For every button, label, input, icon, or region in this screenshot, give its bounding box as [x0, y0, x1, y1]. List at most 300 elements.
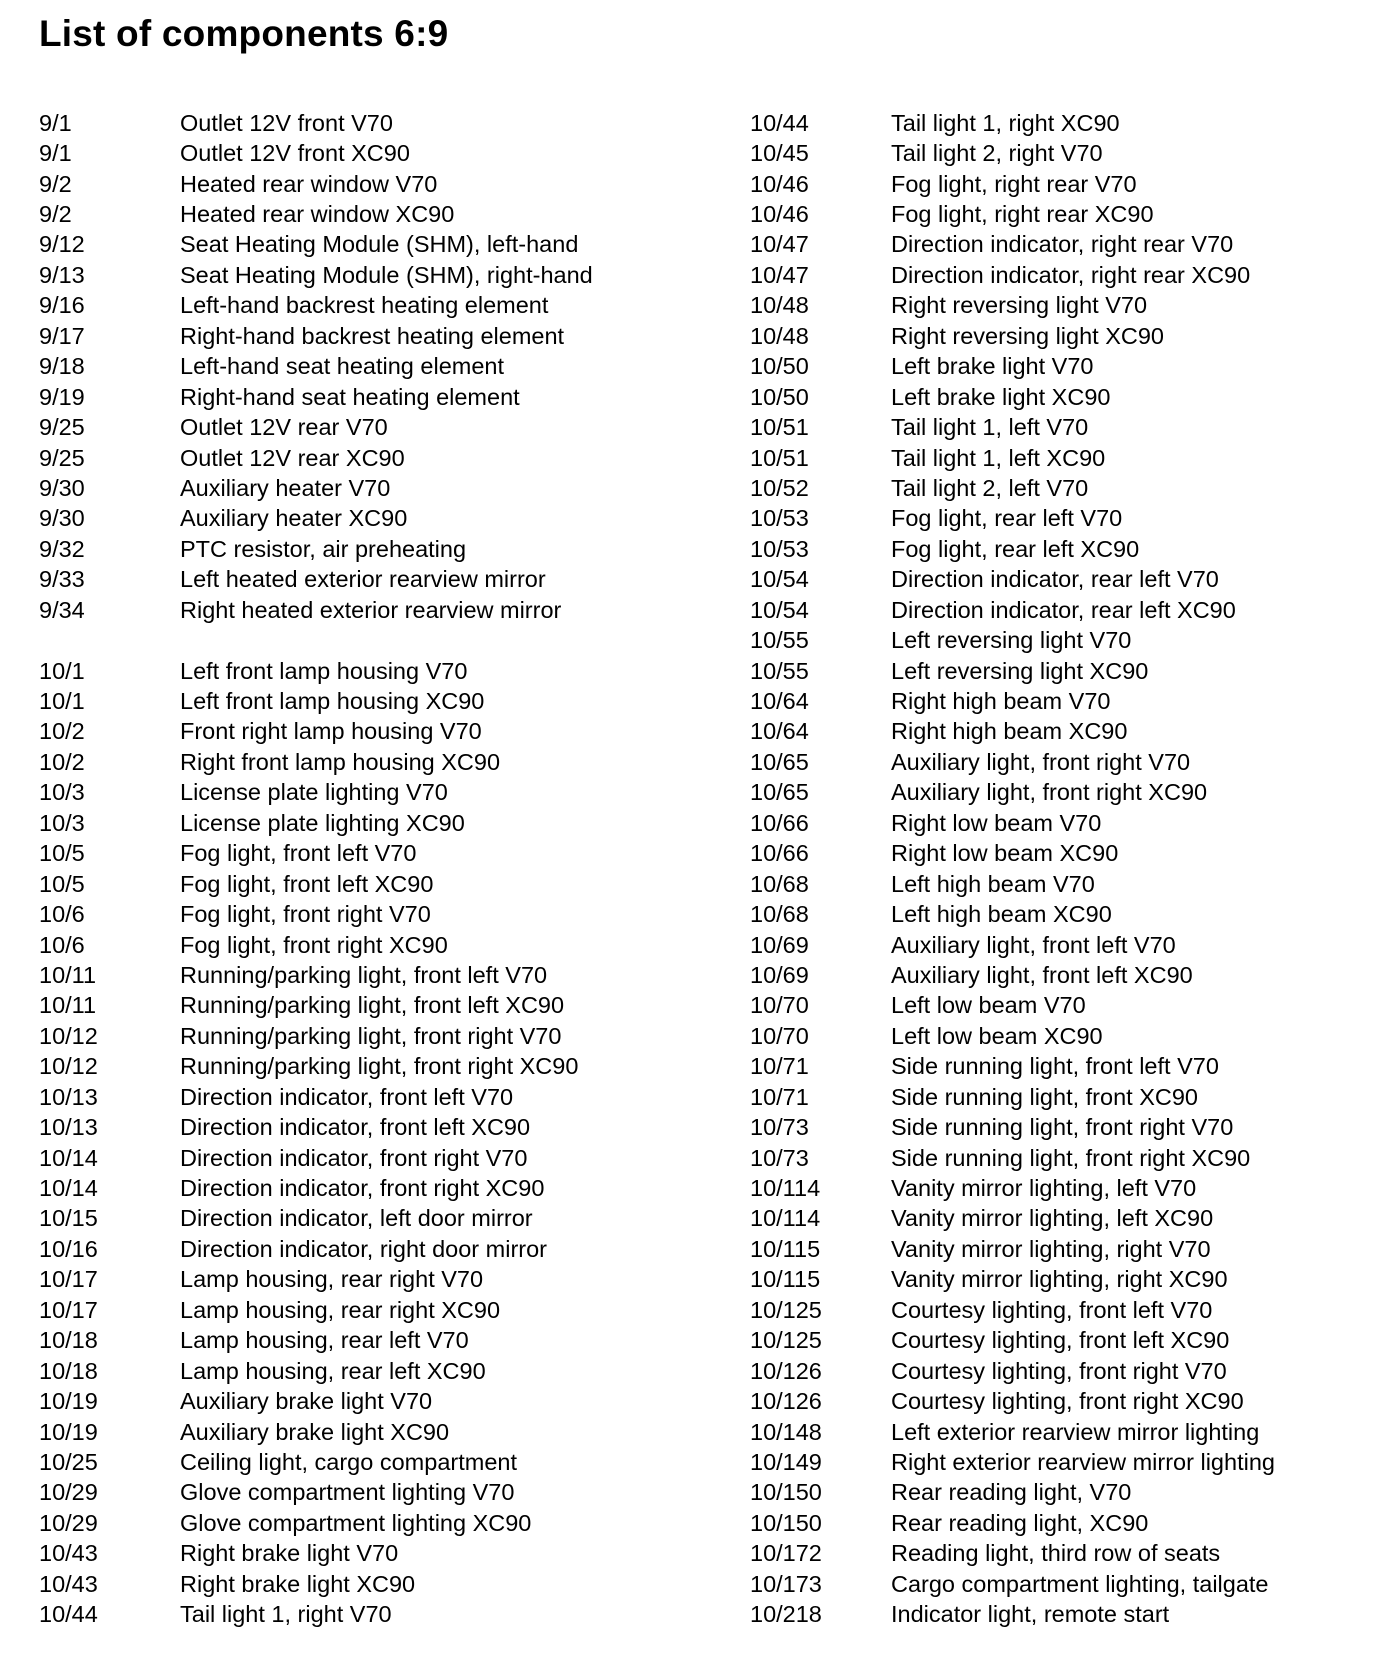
component-description: Glove compartment lighting V70	[180, 1479, 515, 1506]
component-row	[39, 1265, 689, 1295]
component-description: Right reversing light XC90	[891, 322, 1164, 349]
component-description: Tail light 1, left XC90	[891, 444, 1106, 471]
component-description: Courtesy lighting, front left V70	[891, 1296, 1213, 1323]
component-code: 10/6	[39, 931, 85, 958]
component-code: 9/33	[39, 566, 85, 593]
component-code: 10/47	[750, 231, 809, 258]
component-row	[750, 747, 1350, 777]
component-row	[750, 899, 1350, 929]
component-row	[39, 1021, 689, 1051]
component-row	[750, 656, 1350, 686]
component-row	[39, 1204, 689, 1234]
component-description: Left high beam XC90	[891, 901, 1112, 928]
component-description: Auxiliary light, front right V70	[891, 748, 1191, 775]
component-description: Right front lamp housing XC90	[180, 748, 501, 775]
component-row	[39, 869, 689, 899]
component-code: 10/68	[750, 901, 809, 928]
component-description: Left front lamp housing V70	[180, 657, 468, 684]
component-description: Lamp housing, rear left V70	[180, 1327, 469, 1354]
component-code: 10/149	[750, 1448, 822, 1475]
component-description: Outlet 12V front V70	[180, 109, 393, 136]
component-description: Direction indicator, front left XC90	[180, 1114, 531, 1141]
component-description: Fog light, rear left V70	[891, 505, 1123, 532]
component-description: Left low beam V70	[891, 992, 1086, 1019]
component-row	[39, 169, 689, 199]
component-description: Direction indicator, left door mirror	[180, 1205, 533, 1232]
component-description: Fog light, right rear V70	[891, 170, 1137, 197]
component-code: 10/46	[750, 201, 809, 228]
component-code: 10/54	[750, 566, 809, 593]
component-code: 10/48	[750, 322, 809, 349]
component-code: 9/16	[39, 292, 85, 319]
component-description: Left heated exterior rearview mirror	[180, 566, 546, 593]
component-row	[39, 991, 689, 1021]
component-row	[39, 1356, 689, 1386]
component-description: Ceiling light, cargo compartment	[180, 1448, 517, 1475]
component-code: 9/12	[39, 231, 85, 258]
component-row	[39, 1386, 689, 1416]
component-code: 10/1	[39, 657, 85, 684]
component-row	[750, 1204, 1350, 1234]
component-code: 10/5	[39, 840, 85, 867]
component-code: 10/172	[750, 1540, 822, 1567]
component-row	[39, 291, 689, 321]
component-code: 10/218	[750, 1601, 822, 1628]
component-description: Glove compartment lighting XC90	[180, 1509, 532, 1536]
component-description: Right low beam XC90	[891, 840, 1119, 867]
component-row	[750, 412, 1350, 442]
component-code: 10/3	[39, 809, 85, 836]
component-row	[750, 199, 1350, 229]
component-code: 10/65	[750, 779, 809, 806]
component-row	[750, 1021, 1350, 1051]
component-description: Left-hand backrest heating element	[180, 292, 549, 319]
component-description: Outlet 12V front XC90	[180, 140, 410, 167]
component-row	[39, 1234, 689, 1264]
component-description: Left high beam V70	[891, 870, 1095, 897]
component-code: 10/19	[39, 1418, 98, 1445]
component-row	[750, 1173, 1350, 1203]
component-description: Right-hand seat heating element	[180, 383, 520, 410]
component-row	[39, 808, 689, 838]
component-row	[750, 991, 1350, 1021]
component-code: 10/55	[750, 627, 809, 654]
component-code: 10/53	[750, 505, 809, 532]
component-row	[39, 321, 689, 351]
component-description: Seat Heating Module (SHM), left-hand	[180, 231, 579, 258]
component-code: 9/17	[39, 322, 85, 349]
component-code: 10/47	[750, 261, 809, 288]
component-code: 10/48	[750, 292, 809, 319]
component-row	[39, 1417, 689, 1447]
component-row	[39, 625, 689, 655]
component-code: 10/3	[39, 779, 85, 806]
component-code: 10/64	[750, 688, 809, 715]
component-row	[750, 1386, 1350, 1416]
component-description: Tail light 1, right XC90	[891, 109, 1120, 136]
component-description: Right high beam XC90	[891, 718, 1128, 745]
component-code: 10/64	[750, 718, 809, 745]
component-row	[750, 625, 1350, 655]
component-row	[750, 869, 1350, 899]
component-row	[39, 565, 689, 595]
component-row	[750, 1569, 1350, 1599]
component-row	[750, 1539, 1350, 1569]
component-row	[39, 839, 689, 869]
component-row	[39, 1326, 689, 1356]
component-code: 10/73	[750, 1144, 809, 1171]
component-code: 10/69	[750, 961, 809, 988]
component-code: 10/173	[750, 1570, 822, 1597]
component-list-right	[750, 108, 1350, 1630]
component-description: Courtesy lighting, front right V70	[891, 1357, 1227, 1384]
component-code: 9/32	[39, 535, 85, 562]
component-code: 10/66	[750, 840, 809, 867]
component-description: Side running light, front right XC90	[891, 1144, 1251, 1171]
component-code: 10/54	[750, 596, 809, 623]
component-description: Front right lamp housing V70	[180, 718, 482, 745]
component-row	[750, 1478, 1350, 1508]
component-row	[750, 473, 1350, 503]
component-row	[750, 1417, 1350, 1447]
component-row	[750, 960, 1350, 990]
component-row	[750, 1326, 1350, 1356]
component-description: Lamp housing, rear left XC90	[180, 1357, 486, 1384]
component-code: 10/115	[750, 1266, 821, 1293]
component-code: 10/126	[750, 1357, 822, 1384]
component-code: 10/69	[750, 931, 809, 958]
component-description: Seat Heating Module (SHM), right-hand	[180, 261, 593, 288]
component-code: 10/17	[39, 1266, 98, 1293]
component-row	[39, 473, 689, 503]
component-code: 10/53	[750, 535, 809, 562]
component-row	[39, 352, 689, 382]
component-code: 10/50	[750, 353, 809, 380]
component-description: Running/parking light, front left V70	[180, 961, 548, 988]
component-row	[750, 595, 1350, 625]
component-row	[39, 595, 689, 625]
component-row	[39, 108, 689, 138]
component-description: Vanity mirror lighting, right XC90	[891, 1266, 1228, 1293]
component-code: 10/12	[39, 1053, 98, 1080]
component-description: Right reversing light V70	[891, 292, 1148, 319]
component-description: Reading light, third row of seats	[891, 1540, 1221, 1567]
component-row	[39, 443, 689, 473]
component-row	[750, 930, 1350, 960]
component-description: Auxiliary light, front left V70	[891, 931, 1176, 958]
component-code: 10/51	[750, 414, 809, 441]
component-code: 10/115	[750, 1235, 821, 1262]
component-code: 9/30	[39, 505, 85, 532]
component-description: Fog light, front right V70	[180, 901, 431, 928]
component-description: Side running light, front XC90	[891, 1083, 1198, 1110]
component-code: 10/11	[39, 961, 97, 988]
component-row	[39, 1539, 689, 1569]
component-description: Tail light 1, right V70	[180, 1601, 392, 1628]
component-description: Cargo compartment lighting, tailgate	[891, 1570, 1269, 1597]
component-code: 10/150	[750, 1479, 822, 1506]
component-row	[750, 352, 1350, 382]
component-description: Heated rear window XC90	[180, 201, 455, 228]
component-row	[39, 717, 689, 747]
component-description: Tail light 2, left V70	[891, 474, 1089, 501]
component-description: Running/parking light, front right XC90	[180, 1053, 579, 1080]
component-code: 10/18	[39, 1357, 98, 1384]
component-row	[750, 778, 1350, 808]
component-description: Vanity mirror lighting, left V70	[891, 1175, 1197, 1202]
component-code: 10/70	[750, 992, 809, 1019]
component-description: Direction indicator, front right XC90	[180, 1175, 545, 1202]
component-code: 9/18	[39, 353, 85, 380]
component-row	[39, 230, 689, 260]
component-description: PTC resistor, air preheating	[180, 535, 467, 562]
component-code: 10/43	[39, 1570, 98, 1597]
component-description: Running/parking light, front left XC90	[180, 992, 565, 1019]
component-description: Lamp housing, rear right XC90	[180, 1296, 501, 1323]
component-row	[750, 1112, 1350, 1142]
component-code: 9/2	[39, 201, 72, 228]
component-description: Fog light, front right XC90	[180, 931, 448, 958]
component-row	[39, 1447, 689, 1477]
component-description: Right brake light XC90	[180, 1570, 416, 1597]
component-row	[39, 1143, 689, 1173]
component-description: Direction indicator, right rear V70	[891, 231, 1234, 258]
component-code: 10/44	[750, 109, 809, 136]
component-row	[750, 534, 1350, 564]
component-row	[39, 1112, 689, 1142]
component-description: Left reversing light V70	[891, 627, 1132, 654]
component-row	[39, 778, 689, 808]
component-description: Indicator light, remote start	[891, 1601, 1170, 1628]
component-code: 10/71	[750, 1083, 809, 1110]
component-code: 10/13	[39, 1083, 98, 1110]
component-row	[39, 686, 689, 716]
component-code: 10/14	[39, 1175, 98, 1202]
component-code: 9/2	[39, 170, 72, 197]
component-row	[39, 1508, 689, 1538]
component-row	[39, 260, 689, 290]
component-code: 10/51	[750, 444, 809, 471]
component-code: 9/25	[39, 444, 85, 471]
component-row	[39, 656, 689, 686]
component-code: 10/13	[39, 1114, 98, 1141]
component-row	[750, 1052, 1350, 1082]
component-code: 10/52	[750, 474, 809, 501]
component-description: Auxiliary brake light V70	[180, 1388, 433, 1415]
component-code: 10/2	[39, 748, 85, 775]
component-description: Right brake light V70	[180, 1540, 399, 1567]
component-row	[39, 1082, 689, 1112]
component-description: Right high beam V70	[891, 688, 1111, 715]
component-code: 10/18	[39, 1327, 98, 1354]
component-code: 10/44	[39, 1601, 98, 1628]
component-code: 10/55	[750, 657, 809, 684]
component-description: Vanity mirror lighting, right V70	[891, 1235, 1211, 1262]
component-row	[750, 230, 1350, 260]
component-code: 10/46	[750, 170, 809, 197]
component-description: Fog light, right rear XC90	[891, 201, 1154, 228]
component-description: Fog light, front left V70	[180, 840, 417, 867]
component-description: Heated rear window V70	[180, 170, 438, 197]
component-code: 10/12	[39, 1022, 98, 1049]
component-description: Auxiliary light, front right XC90	[891, 779, 1208, 806]
component-row	[39, 1569, 689, 1599]
component-description: Tail light 2, right V70	[891, 140, 1103, 167]
component-row	[750, 138, 1350, 168]
component-description: Left brake light V70	[891, 353, 1094, 380]
component-description: Direction indicator, front right V70	[180, 1144, 528, 1171]
component-description: Rear reading light, XC90	[891, 1509, 1149, 1536]
component-code: 10/68	[750, 870, 809, 897]
component-row	[39, 199, 689, 229]
page-title: List of components 6:9	[39, 13, 449, 54]
component-code: 10/65	[750, 748, 809, 775]
component-row	[750, 169, 1350, 199]
component-code: 10/71	[750, 1053, 809, 1080]
component-row	[39, 1052, 689, 1082]
component-description: Direction indicator, rear left XC90	[891, 596, 1236, 623]
component-description: Outlet 12V rear XC90	[180, 444, 405, 471]
component-description: Direction indicator, rear left V70	[891, 566, 1219, 593]
component-code: 10/15	[39, 1205, 98, 1232]
component-row	[39, 382, 689, 412]
component-row	[750, 260, 1350, 290]
component-row	[750, 1082, 1350, 1112]
component-description: Left brake light XC90	[891, 383, 1111, 410]
component-row	[750, 1508, 1350, 1538]
component-row	[750, 321, 1350, 351]
component-row	[750, 291, 1350, 321]
component-code: 9/13	[39, 261, 85, 288]
component-description: Right-hand backrest heating element	[180, 322, 565, 349]
component-code: 10/126	[750, 1388, 822, 1415]
component-code: 10/11	[39, 992, 97, 1019]
component-description: Courtesy lighting, front right XC90	[891, 1388, 1244, 1415]
component-row	[750, 108, 1350, 138]
component-row	[750, 1295, 1350, 1325]
component-code: 9/25	[39, 414, 85, 441]
component-code: 10/29	[39, 1509, 98, 1536]
component-row	[39, 412, 689, 442]
component-row	[39, 138, 689, 168]
component-code: 10/19	[39, 1388, 98, 1415]
component-description: Fog light, rear left XC90	[891, 535, 1140, 562]
component-row	[39, 1478, 689, 1508]
component-description: Auxiliary heater V70	[180, 474, 391, 501]
component-description: Direction indicator, right rear XC90	[891, 261, 1251, 288]
component-code: 9/1	[39, 109, 72, 136]
component-code: 10/66	[750, 809, 809, 836]
component-code: 10/29	[39, 1479, 98, 1506]
component-description: Auxiliary light, front left XC90	[891, 961, 1193, 988]
component-description: Running/parking light, front right V70	[180, 1022, 562, 1049]
component-description: Outlet 12V rear V70	[180, 414, 388, 441]
component-code: 10/70	[750, 1022, 809, 1049]
component-code: 10/45	[750, 140, 809, 167]
component-row	[750, 1599, 1350, 1629]
component-row	[750, 382, 1350, 412]
component-code: 9/19	[39, 383, 85, 410]
component-row	[39, 1295, 689, 1325]
component-code: 10/25	[39, 1448, 98, 1475]
component-code: 10/17	[39, 1296, 98, 1323]
component-row	[750, 686, 1350, 716]
component-code: 10/43	[39, 1540, 98, 1567]
component-row	[750, 1143, 1350, 1173]
component-code: 10/125	[750, 1296, 822, 1323]
component-row	[750, 1234, 1350, 1264]
component-code: 9/1	[39, 140, 72, 167]
component-row	[750, 717, 1350, 747]
component-description: Rear reading light, V70	[891, 1479, 1132, 1506]
component-description: Auxiliary heater XC90	[180, 505, 408, 532]
component-code: 9/30	[39, 474, 85, 501]
component-code: 10/150	[750, 1509, 822, 1536]
component-description: Right heated exterior rearview mirror	[180, 596, 562, 623]
component-code: 10/50	[750, 383, 809, 410]
component-row	[750, 1356, 1350, 1386]
component-description: License plate lighting XC90	[180, 809, 465, 836]
component-description: License plate lighting V70	[180, 779, 448, 806]
component-description: Courtesy lighting, front left XC90	[891, 1327, 1230, 1354]
component-list-left	[39, 108, 689, 1630]
component-code: 10/14	[39, 1144, 98, 1171]
component-description: Side running light, front right V70	[891, 1114, 1234, 1141]
component-code: 10/6	[39, 901, 85, 928]
component-description: Direction indicator, right door mirror	[180, 1235, 547, 1262]
component-row	[750, 839, 1350, 869]
component-description: Direction indicator, front left V70	[180, 1083, 514, 1110]
component-description: Lamp housing, rear right V70	[180, 1266, 484, 1293]
component-row	[39, 1599, 689, 1629]
component-row	[39, 899, 689, 929]
component-code: 10/125	[750, 1327, 822, 1354]
component-row	[39, 960, 689, 990]
component-description: Auxiliary brake light XC90	[180, 1418, 450, 1445]
component-description: Side running light, front left V70	[891, 1053, 1219, 1080]
component-code: 10/73	[750, 1114, 809, 1141]
component-description: Right low beam V70	[891, 809, 1102, 836]
component-code: 10/1	[39, 688, 85, 715]
component-code: 10/114	[750, 1205, 821, 1232]
component-row	[750, 808, 1350, 838]
component-description: Left reversing light XC90	[891, 657, 1149, 684]
component-row	[39, 747, 689, 777]
component-description: Vanity mirror lighting, left XC90	[891, 1205, 1214, 1232]
component-row	[750, 1447, 1350, 1477]
component-row	[39, 1173, 689, 1203]
component-description: Tail light 1, left V70	[891, 414, 1089, 441]
component-code: 10/5	[39, 870, 85, 897]
component-code: 10/148	[750, 1418, 822, 1445]
component-code: 10/2	[39, 718, 85, 745]
component-description: Left low beam XC90	[891, 1022, 1103, 1049]
component-row	[39, 930, 689, 960]
component-code: 10/16	[39, 1235, 98, 1262]
component-row	[750, 443, 1350, 473]
component-code: 9/34	[39, 596, 85, 623]
component-description: Left front lamp housing XC90	[180, 688, 485, 715]
component-code: 10/114	[750, 1175, 821, 1202]
component-row	[750, 504, 1350, 534]
component-description: Left exterior rearview mirror lighting	[891, 1418, 1260, 1445]
component-row	[750, 565, 1350, 595]
component-description: Left-hand seat heating element	[180, 353, 505, 380]
component-row	[39, 534, 689, 564]
component-description: Fog light, front left XC90	[180, 870, 434, 897]
component-row	[39, 504, 689, 534]
component-description: Right exterior rearview mirror lighting	[891, 1448, 1275, 1475]
